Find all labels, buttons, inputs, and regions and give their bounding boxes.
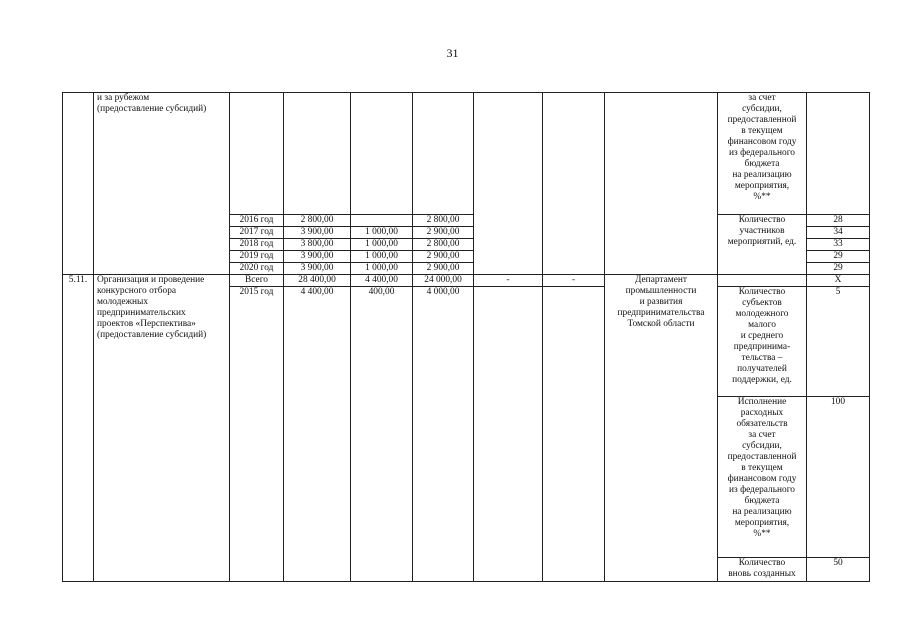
amount-federal: 1 000,00 (351, 239, 413, 251)
year-label: 2020 год (230, 263, 284, 275)
amount-federal (351, 215, 413, 227)
amount-total: 3 900,00 (284, 251, 351, 263)
prev-item-name: и за рубежом (предоставление субсидий) (94, 93, 230, 275)
amount-total: 3 900,00 (284, 227, 351, 239)
year-label: 2019 год (230, 251, 284, 263)
cell-empty (413, 93, 474, 215)
cell-prev-executor (605, 93, 718, 275)
amount-local: - (474, 275, 543, 287)
amount-regional: 2 800,00 (413, 215, 474, 227)
cell-prev-number (63, 93, 94, 275)
prev-indicator-value (807, 93, 870, 215)
cell-empty (474, 287, 543, 582)
amount-total: 2 800,00 (284, 215, 351, 227)
amount-total: 4 400,00 (284, 287, 351, 582)
indicator-value: 5 (807, 287, 870, 397)
amount-regional: 4 000,00 (413, 287, 474, 582)
cell-empty (284, 93, 351, 215)
table-row-511-total (63, 275, 870, 287)
total-label: Всего (230, 275, 284, 287)
amount-total: 3 900,00 (284, 263, 351, 275)
year-label: 2015 год (230, 287, 284, 582)
amount-regional: 24 000,00 (413, 275, 474, 287)
indicator-value: 34 (807, 227, 870, 239)
item-number: 5.11. (63, 275, 94, 582)
amount-regional: 2 900,00 (413, 227, 474, 239)
year-label: 2016 год (230, 215, 284, 227)
cell-empty (351, 93, 413, 215)
cell-empty (543, 287, 605, 582)
year-label: 2017 год (230, 227, 284, 239)
year-label: 2018 год (230, 239, 284, 251)
total-indicator-value: X (807, 275, 870, 287)
item-name: Организация и проведение конкурсного отбора молодежных предпринимательских проектов «Перспектива» (предоставление субсидий) (94, 275, 230, 582)
amount-other: - (543, 275, 605, 287)
table-row-prev (63, 93, 870, 215)
cell-empty (230, 93, 284, 215)
indicator-value: 100 (807, 397, 870, 558)
amount-federal: 1 000,00 (351, 227, 413, 239)
cell-empty (718, 275, 807, 287)
prev-indicator-label: за счет субсидии, предоставленной в текущем финансовом году из федерального бюджета на реализацию мероприятия, %** (718, 93, 807, 215)
indicator-value: 33 (807, 239, 870, 251)
cell-prev-other (543, 93, 605, 275)
indicator-value: 29 (807, 263, 870, 275)
amount-regional: 2 800,00 (413, 239, 474, 251)
indicator-value: 50 (807, 558, 870, 582)
program-table (62, 92, 870, 582)
amount-regional: 2 900,00 (413, 263, 474, 275)
amount-federal: 1 000,00 (351, 251, 413, 263)
indicator-value: 29 (807, 251, 870, 263)
indicator-label: Исполнение расходных обязательств за счет субсидии, предоставленной в текущем финансовом году из федерального бюджета на реализацию мероприятия, %** (718, 397, 807, 558)
participants-indicator-label: Количество участников мероприятий, ед. (718, 215, 807, 275)
indicator-label: Количество субъектов молодежного малого и среднего предпринима- тельства – получателей поддержки, ед. (718, 287, 807, 397)
page-number: 31 (446, 46, 459, 60)
executor: Департамент промышленности и развития предпринимательства Томской области (605, 275, 718, 582)
amount-regional: 2 900,00 (413, 251, 474, 263)
cell-prev-local (474, 93, 543, 275)
indicator-label: Количество вновь созданных (718, 558, 807, 582)
amount-total: 28 400,00 (284, 275, 351, 287)
amount-federal: 400,00 (351, 287, 413, 582)
amount-federal: 1 000,00 (351, 263, 413, 275)
indicator-value: 28 (807, 215, 870, 227)
amount-total: 3 800,00 (284, 239, 351, 251)
amount-federal: 4 400,00 (351, 275, 413, 287)
